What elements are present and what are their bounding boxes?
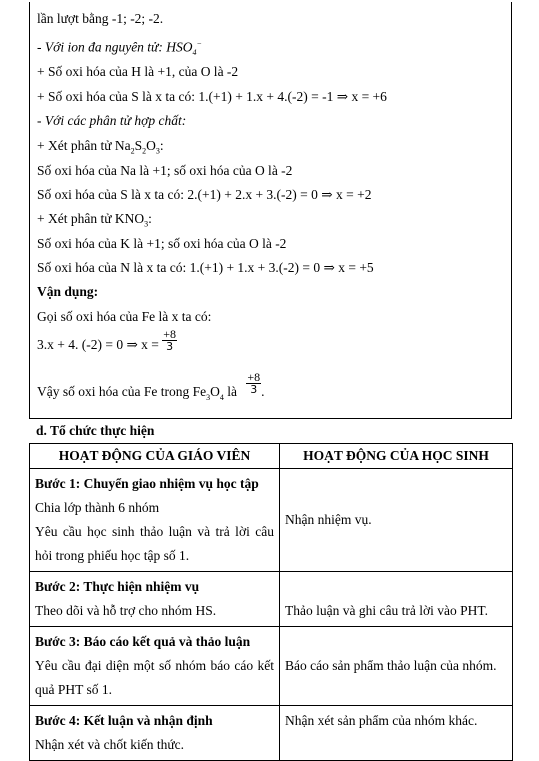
text-line: Gọi số oxi hóa của Fe là x ta có:	[37, 309, 212, 324]
text-line: Số oxi hóa của K là +1; số oxi hóa của O là -2	[37, 236, 287, 251]
step-label: Bước 3: Báo cáo kết quả và thảo luận	[35, 634, 251, 649]
student-cell: Nhận xét sản phẩm của nhóm khác.	[280, 706, 513, 761]
teacher-cell	[30, 627, 280, 706]
table-row	[30, 469, 513, 572]
teacher-text: Nhận xét và chốt kiến thức.	[35, 737, 185, 752]
text-line: + Xét phân tử $Na_2S_2O_3$:	[37, 138, 164, 156]
table-header-row	[30, 444, 513, 469]
step-label: Bước 2: Thực hiện nhiệm vụ	[35, 579, 200, 594]
fraction: $\frac{+8}{3}$	[163, 327, 177, 353]
conclusion-line: Vậy số oxi hóa của Fe trong $Fe_3O_4$ là $\frac{+8}{3}$ .	[37, 370, 265, 402]
text-line: + Xét phân tử $KNO_3$:	[37, 211, 152, 229]
teacher-text: Yêu cầu học sinh thảo luận và trả lời câu hỏi trong phiếu học tập số 1.	[35, 524, 274, 563]
teacher-text: Chia lớp thành 6 nhóm	[35, 500, 160, 515]
equation-line: 3.x + 4. (-2) = 0 ⇒ x = $\frac{+8}{3}$	[37, 327, 177, 353]
fraction: $\frac{+8}{3}$	[247, 370, 261, 396]
table-row	[30, 627, 513, 706]
student-cell: Thảo luận và ghi câu trả lời vào PHT.	[280, 572, 513, 627]
activity-table	[29, 443, 513, 761]
header-student: HOẠT ĐỘNG CỦA HỌC SINH	[280, 444, 513, 469]
text-line: Số oxi hóa của S là x ta có: 2.(+1) + 2.x + 3.(-2) = 0 ⇒ x = +2	[37, 187, 372, 202]
teacher-cell	[30, 572, 280, 627]
teacher-cell	[30, 706, 280, 761]
text-line: - Với ion đa nguyên tử: $HSO_4^-$	[37, 39, 202, 58]
answer-box	[29, 2, 512, 419]
teacher-text: Yêu cầu đại diện một số nhóm báo cáo kết quả PHT số 1.	[35, 658, 274, 697]
step-label: Bước 1: Chuyển giao nhiệm vụ học tập	[35, 476, 259, 491]
text-line: - Với các phân tử hợp chất:	[37, 113, 187, 128]
table-row	[30, 706, 513, 761]
step-label: Bước 4: Kết luận và nhận định	[35, 713, 213, 728]
text-line: Số oxi hóa của N là x ta có: 1.(+1) + 1.x + 3.(-2) = 0 ⇒ x = +5	[37, 260, 374, 275]
section-heading: d. Tổ chức thực hiện	[36, 423, 155, 438]
text-line: + Số oxi hóa của H là +1, của O là -2	[37, 64, 239, 79]
text-line: lần lượt bằng -1; -2; -2.	[37, 11, 164, 26]
subheading-van-dung: Vận dụng:	[37, 284, 99, 299]
header-teacher: HOẠT ĐỘNG CỦA GIÁO VIÊN	[30, 444, 280, 469]
teacher-text: Theo dõi và hỗ trợ cho nhóm HS.	[35, 603, 217, 618]
teacher-cell	[30, 469, 280, 572]
text-line: Số oxi hóa của Na là +1; số oxi hóa của O là -2	[37, 163, 293, 178]
table-row	[30, 572, 513, 627]
student-cell: Báo cáo sản phẩm thảo luận của nhóm.	[280, 627, 513, 706]
student-cell: Nhận nhiệm vụ.	[280, 469, 513, 572]
text-line: + Số oxi hóa của S là x ta có: 1.(+1) + 1.x + 4.(-2) = -1 ⇒ x = +6	[37, 89, 387, 104]
